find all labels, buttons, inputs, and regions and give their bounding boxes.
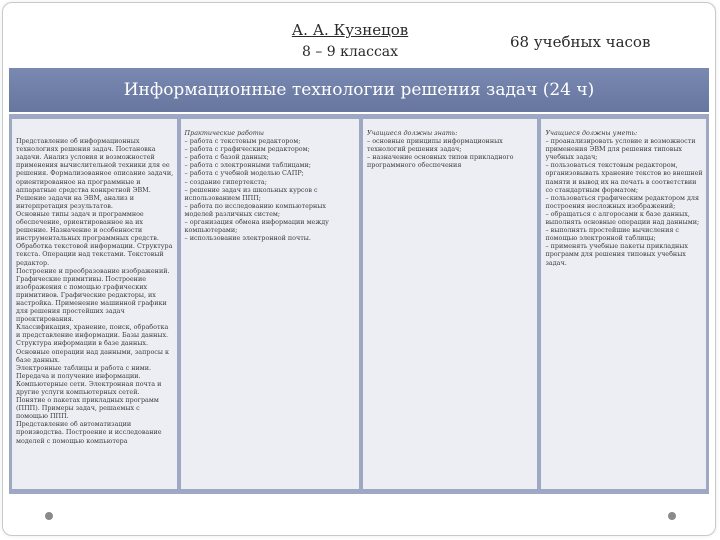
practical-works-text: – работа с текстовым редактором; – работа с графическим редактором; – работа с базой данных; – работа с электронными таблицами; – работа с учебной моделью САПР; – создание гипертекста; – решение задач из школьных курсов с использованием ППП; – работа по исследованию компьютерных моделей различных систем; – организация обмена информации между компьютерами; – использование электронной почты. (184, 137, 329, 243)
topics-text: Представление об информационных технологиях решения задач. Постановка задачи. Анализ условия и возможностей применения вычислительной техники для ее решения. Формализованное описание задачи, ориентированное на программные и аппаратные средства конкретной ЭВМ. Решение задачи на ЭВМ, анализ и интерпретация результатов. Основные типы задач и программное обеспечение, ориентированное на их решение. Назначение и особенности инструментальных программных средств. Обработка текстовой информации. Структура текста. Операции над текстами. Текстовый редактор. Построение и преобразование изображений. Графические примитивы. Построение изображения с помощью графических примитивов. Графические редакторы, их настройка. Применение машинной графики для решения простейших задач проектирования. Классификация, хранение, поиск, обработка и представление информации. Базы данных. Структура информации в базе данных. Основные операции над данными, запросы к базе данных. Электронные таблицы и работа с ними. Передача и получение информации. Компьютерные сети. Электронная почта и другие услуги компьютерных сетей. Понятие о пакетах прикладных программ (ППП). Примеры задач, решаемых с помощью ППП. Представление об автоматизации производства. Построение и исследование моделей с помощью компьютера (16, 137, 174, 445)
bottom-right-dot (668, 512, 676, 520)
grade-range: 8 – 9 классах (301, 44, 399, 60)
practical-works-heading: Практические работы (184, 129, 265, 137)
author-name: А. А. Кузнецов (291, 21, 409, 39)
must-know-column (363, 119, 537, 489)
practical-works-column (181, 119, 359, 489)
section-title: Информационные технологии решения задач (24 ч) (9, 68, 709, 112)
must-do-column (541, 119, 706, 489)
author-block (250, 20, 450, 62)
must-do-text: – проанализировать условие и возможности применения ЭВМ для решения типовых учебных задач; – пользоваться текстовым редактором, организовывать хранение текстов во внешней памяти и вывод их на печать в соответствии со стандартным форматом; – пользоваться графическим редактором для построения несложных изображений; – обращаться с алгоросами к базе данных, выполнять основные операции над данными; – выполнять простейшие вычисления с помощью электронной таблицы; – применять учебные пакеты прикладных программ для решения типовых учебных задач. (545, 137, 703, 267)
must-do-heading: Учащиеся должны уметь: (545, 129, 638, 137)
hours-count: 68 учебных часов (510, 33, 651, 51)
bottom-left-dot (45, 512, 53, 520)
content-table (9, 114, 709, 494)
topics-column (12, 119, 177, 489)
must-know-heading: Учащиеся должны знать: (366, 129, 458, 137)
must-know-text: – основные принципы информационных технологий решения задач; – назначение основных типов прикладного программного обеспечения (366, 137, 514, 170)
